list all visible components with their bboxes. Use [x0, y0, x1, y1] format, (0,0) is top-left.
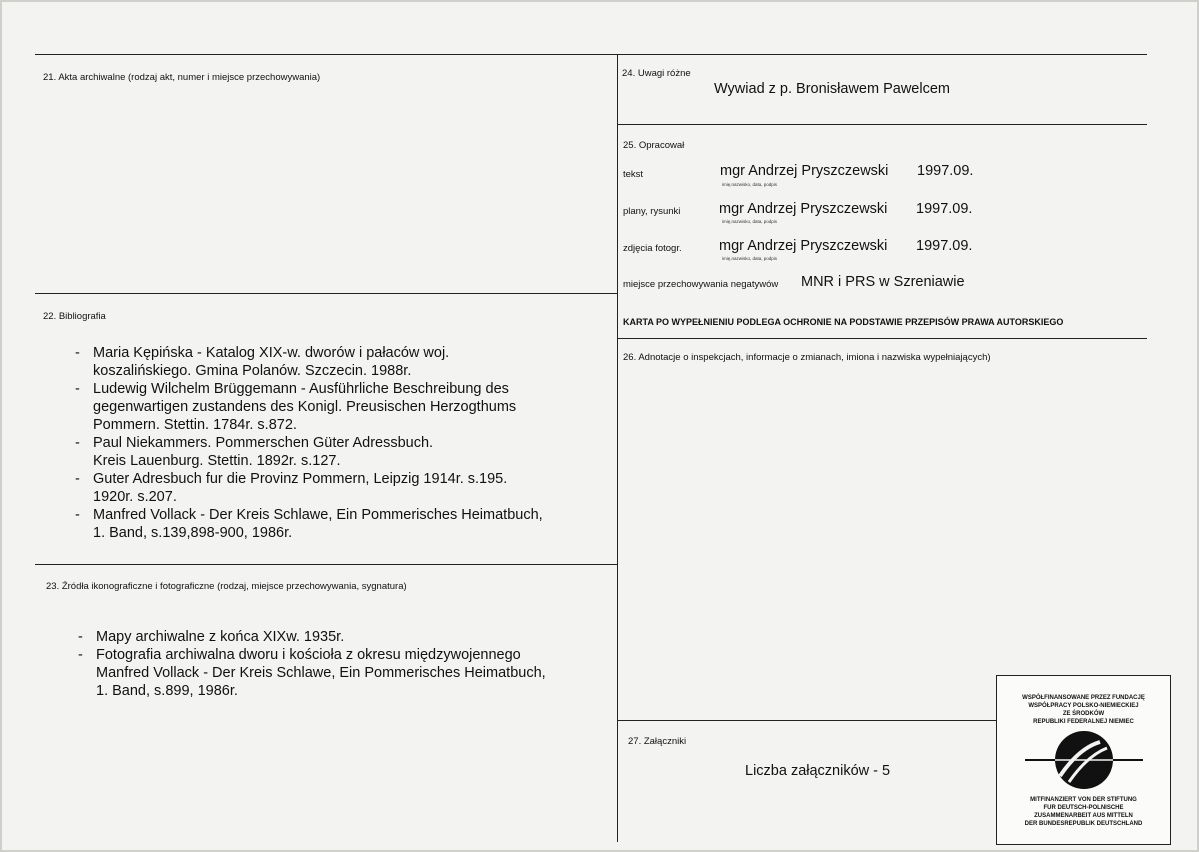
- list-item: - Mapy archiwalne z końca XIXw. 1935r.: [78, 628, 546, 646]
- foundation-logo-box: [996, 675, 1171, 845]
- section-25-label: 25. Opracował: [623, 140, 685, 151]
- signature-caption: imię,nazwisko, data, podpis: [722, 256, 778, 261]
- list-item: - Guter Adresbuch fur die Provinz Pommern, Leipzig 1914r. s.195. 1920r. s.207.: [75, 470, 543, 506]
- author-row-label: zdjęcia fotogr.: [623, 243, 682, 254]
- divider-26-27: [617, 720, 997, 721]
- negatives-value: MNR i PRS w Szreniawie: [801, 274, 965, 290]
- author-name: mgr Andrzej Pryszczewski: [720, 163, 889, 179]
- logo-top-text: WSPÓŁFINANSOWANE PRZEZ FUNDACJĘ WSPÓŁPRACY POLSKO-NIEMIECKIEJ ZE ŚRODKÓW REPUBLIKI FEDERALNEJ NIEMIEC: [1022, 695, 1145, 725]
- section-26-label: 26. Adnotacje o inspekcjach, informacje o zmianach, imiona i nazwiska wypełniających): [623, 352, 991, 363]
- author-row-label: plany, rysunki: [623, 206, 681, 217]
- section-24-label: 24. Uwagi różne: [622, 68, 691, 79]
- copyright-note: KARTA PO WYPEŁNIENIU PODLEGA OCHRONIE NA PODSTAWIE PRZEPISÓW PRAWA AUTORSKIEGO: [623, 317, 1064, 327]
- attachments-count: Liczba załączników - 5: [745, 763, 891, 779]
- author-name: mgr Andrzej Pryszczewski: [719, 238, 888, 254]
- list-item: - Ludewig Wilchelm Brüggemann - Ausführliche Beschreibung des gegenwartigen zustandens des Konigl. Preusischen Herzogthums Pommern. Stettin. 1784r. s.872.: [75, 380, 543, 434]
- divider-21-22: [35, 293, 618, 294]
- remarks-value: Wywiad z p. Bronisławem Pawelcem: [714, 81, 950, 97]
- column-divider: [617, 54, 618, 842]
- iconography-list: [78, 628, 546, 700]
- signature-caption: imię,nazwisko, data, podpis: [722, 219, 778, 224]
- author-name: mgr Andrzej Pryszczewski: [719, 201, 888, 217]
- author-date: 1997.09.: [916, 238, 973, 254]
- section-22-label: 22. Bibliografia: [43, 311, 106, 322]
- list-item: - Paul Niekammers. Pommerschen Güter Adressbuch. Kreis Lauenburg. Stettin. 1892r. s.127.: [75, 434, 543, 470]
- author-date: 1997.09.: [916, 201, 973, 217]
- section-21-label: 21. Akta archiwalne (rodzaj akt, numer i miejsce przechowywania): [43, 72, 321, 83]
- section-23-label: 23. Źródła ikonograficzne i fotograficzne (rodzaj, miejsce przechowywania, sygnatura): [46, 581, 407, 592]
- divider-25-26: [617, 338, 1147, 339]
- author-date: 1997.09.: [917, 163, 974, 179]
- signature-caption: imię,nazwisko, data, podpis: [722, 182, 778, 187]
- foundation-logo-icon: [997, 728, 1170, 792]
- list-item: - Maria Kępińska - Katalog XIX-w. dworów i pałaców woj. koszalińskiego. Gmina Polanów. Szczecin. 1988r.: [75, 344, 543, 380]
- list-item: - Fotografia archiwalna dworu i kościoła z okresu międzywojennego Manfred Vollack - Der Kreis Schlawe, Ein Pommerisches Heimatbuch, 1. Band, s.899, 1986r.: [78, 646, 546, 700]
- logo-bottom-text: MITFINANZIERT VON DER STIFTUNG FUR DEUTSCH-POLNISCHE ZUSAMMENARBEIT AUS MITTELN DER BUNDESREPUBLIK DEUTSCHLAND: [1024, 797, 1143, 827]
- author-row-label: tekst: [623, 169, 644, 180]
- divider-22-23: [35, 564, 618, 565]
- bibliography-list: [75, 344, 543, 542]
- section-27-label: 27. Załączniki: [628, 736, 687, 747]
- divider-24-25: [617, 124, 1147, 125]
- negatives-label: miejsce przechowywania negatywów: [623, 279, 779, 290]
- top-border: [35, 54, 1147, 55]
- list-item: - Manfred Vollack - Der Kreis Schlawe, Ein Pommerisches Heimatbuch, 1. Band, s.139,898-900, 1986r.: [75, 506, 543, 542]
